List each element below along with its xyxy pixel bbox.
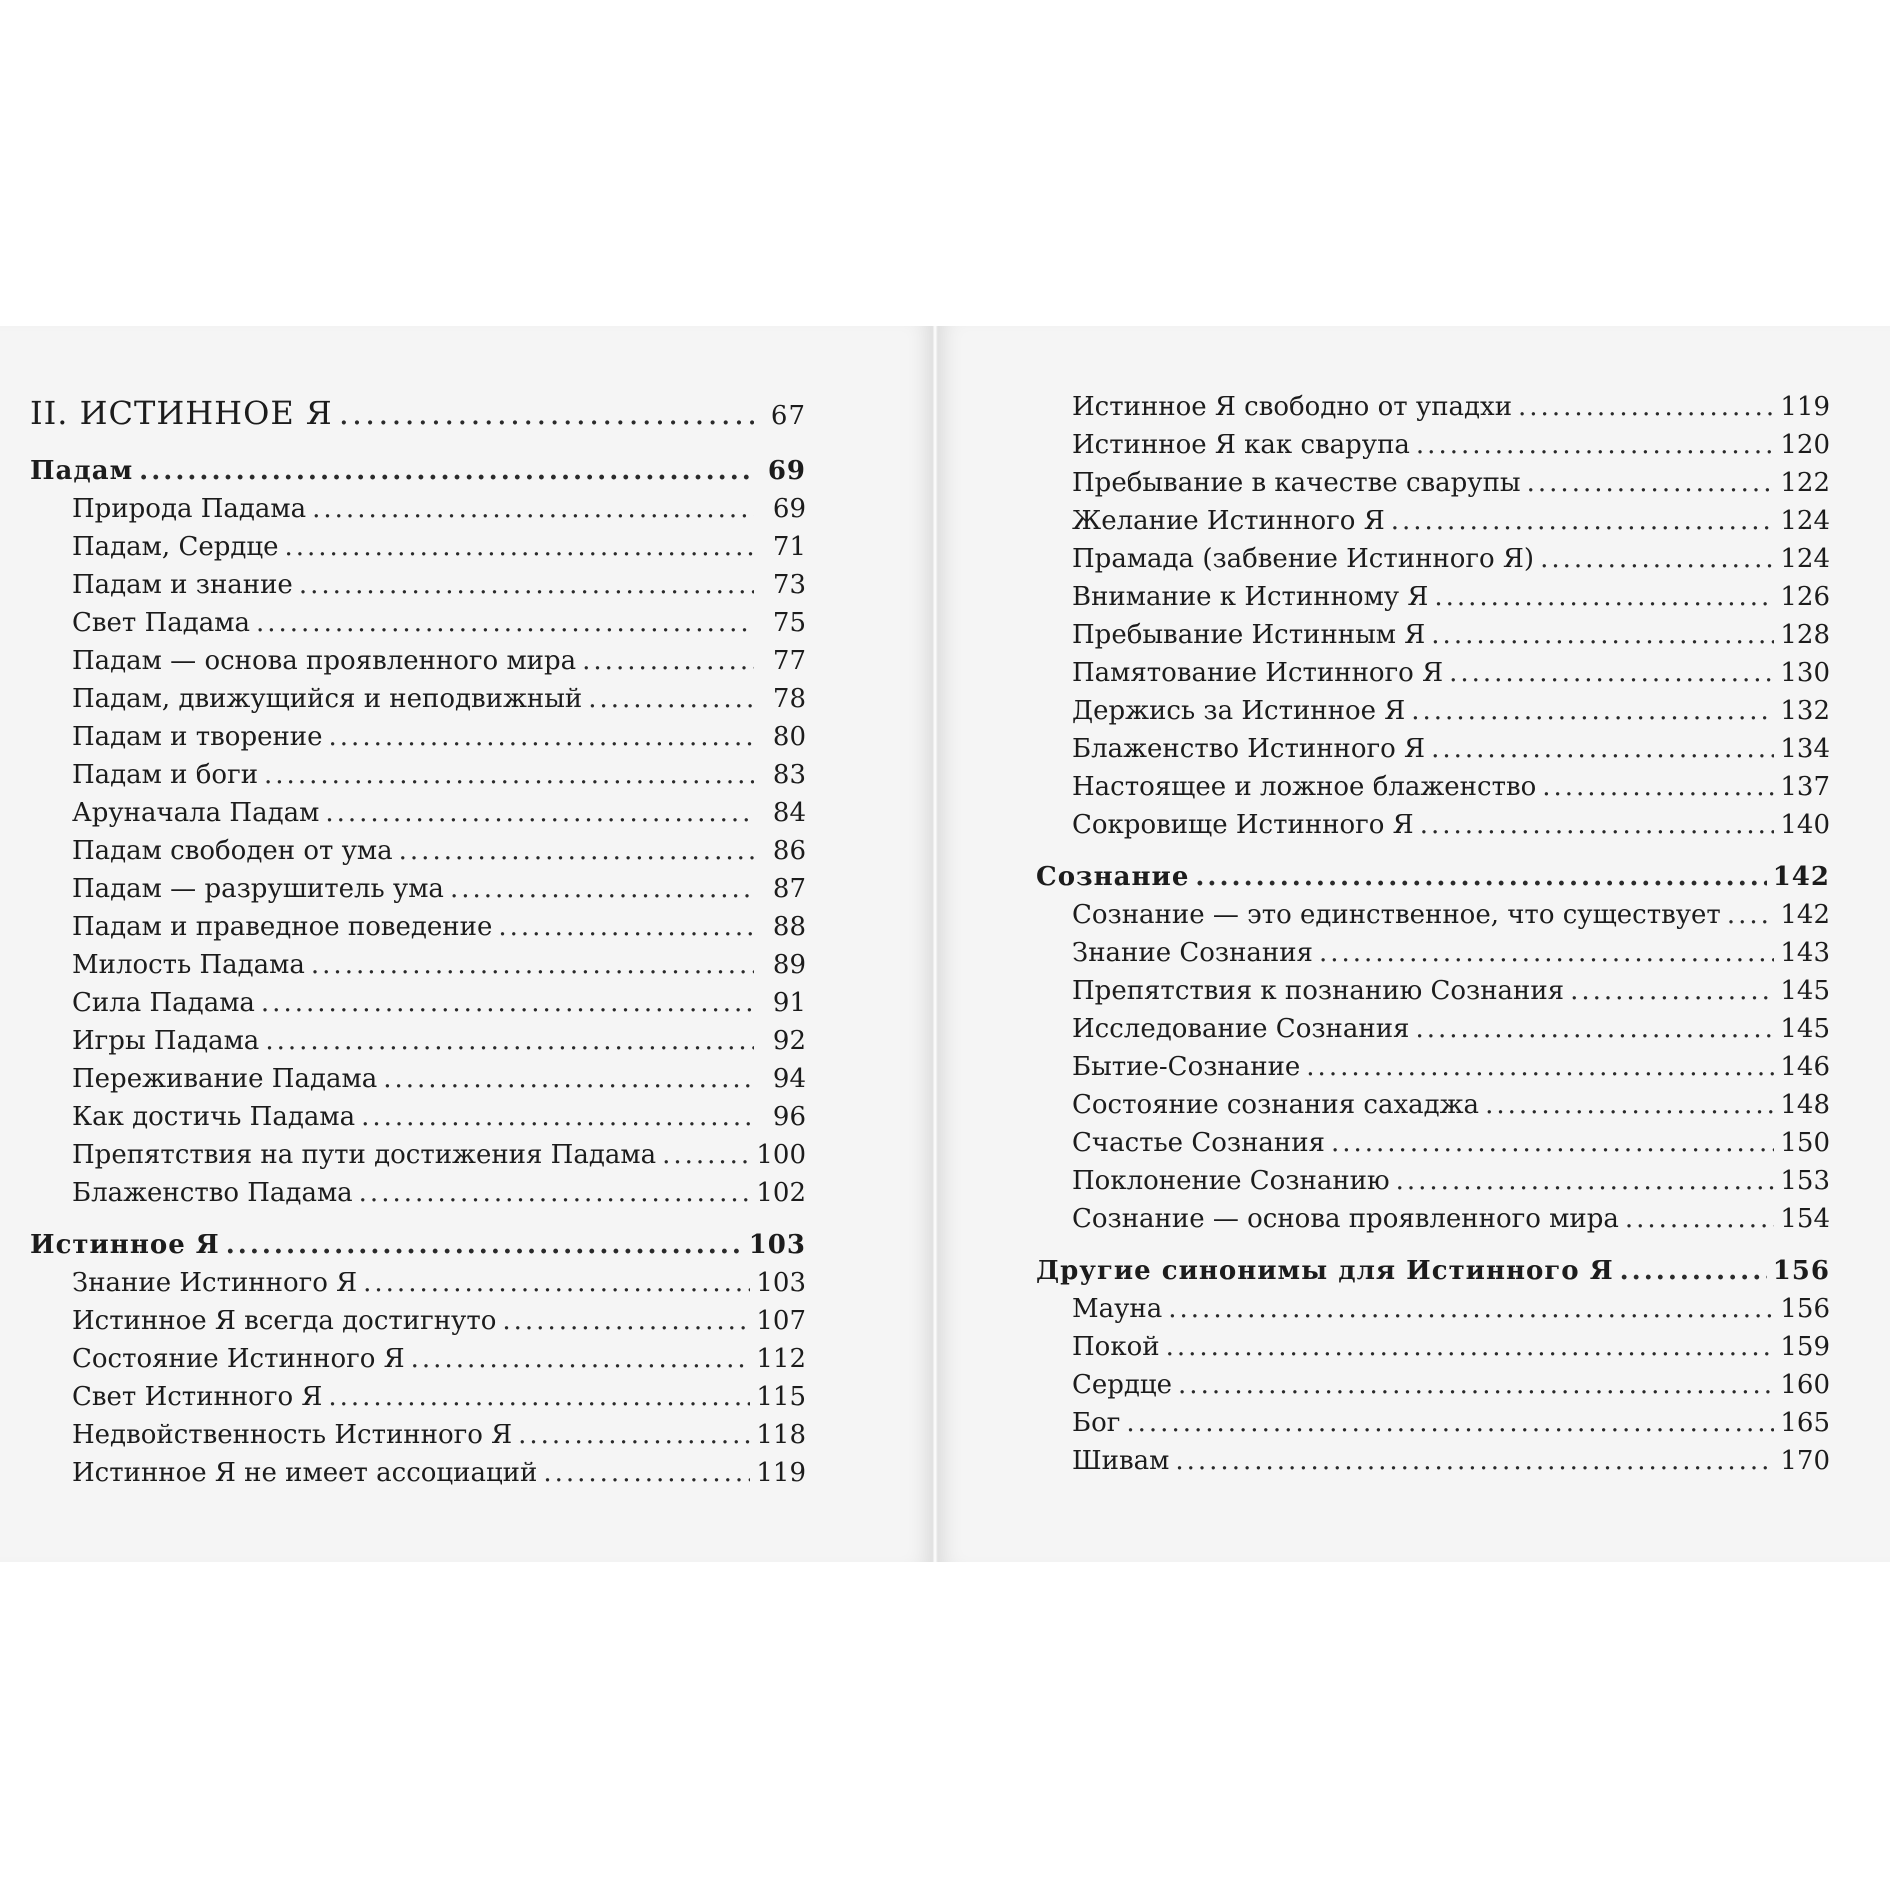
toc-page-number: 170 [1780, 1446, 1830, 1476]
toc-page-number: 156 [1780, 1294, 1830, 1324]
toc-entry-title: Бытие-Сознание [1072, 1052, 1301, 1082]
toc-entry [1072, 934, 1830, 972]
toc-page-number: 126 [1780, 582, 1830, 612]
toc-entry-title: Сокровище Истинного Я [1072, 810, 1414, 840]
toc-page-number: 148 [1780, 1090, 1830, 1120]
toc-entry [30, 1060, 806, 1098]
toc-section-heading [30, 452, 806, 490]
toc-entry-title: Истинное Я не имеет ассоциаций [72, 1458, 538, 1488]
toc-entry-title: Знание Сознания [1072, 938, 1313, 968]
toc-entry [30, 528, 806, 566]
toc-entry-title: Шивам [1072, 1446, 1170, 1476]
dot-leader [518, 1416, 750, 1454]
toc-page-number: 146 [1780, 1052, 1830, 1082]
toc-entry-title: Состояние Истинного Я [72, 1344, 405, 1374]
toc-page-number: 143 [1780, 938, 1830, 968]
toc-entry-title: Желание Истинного Я [1072, 506, 1385, 536]
toc-page-number: 96 [772, 1102, 806, 1132]
toc-entry [30, 604, 806, 642]
toc-entry-title: Как достичь Падама [72, 1102, 356, 1132]
toc-entry [30, 1098, 806, 1136]
dot-leader [1518, 388, 1774, 426]
toc-entry-title: Сердце [1072, 1370, 1173, 1400]
left-page [0, 326, 932, 1562]
toc-entry [1072, 1086, 1830, 1124]
toc-entry-title: Истинное Я всегда достигнуто [72, 1306, 497, 1336]
dot-leader [264, 756, 754, 794]
toc-entry [1072, 464, 1830, 502]
toc-entry [30, 794, 806, 832]
toc-section-heading [1036, 1252, 1830, 1290]
toc-entry [30, 490, 806, 528]
dot-leader [1319, 934, 1774, 972]
dot-leader [502, 1302, 750, 1340]
toc-entry [1072, 426, 1830, 464]
dot-leader [1416, 426, 1774, 464]
toc-entry-title: Настоящее и ложное блаженство [1072, 772, 1537, 802]
toc-section-heading [30, 388, 806, 438]
toc-page-number: 150 [1780, 1128, 1830, 1158]
toc-page-number: 103 [756, 1268, 806, 1298]
toc-entry-title: Прамада (забвение Истинного Я) [1072, 544, 1535, 574]
toc-entry-title: Покой [1072, 1332, 1160, 1362]
toc-entry-title: Пребывание Истинным Я [1072, 620, 1426, 650]
toc-page-number: 89 [772, 950, 806, 980]
toc-entry [30, 832, 806, 870]
toc-page-number: 156 [1772, 1256, 1830, 1286]
toc-entry [1072, 1124, 1830, 1162]
toc-entry [30, 1022, 806, 1060]
toc-page-number: 145 [1780, 976, 1830, 1006]
toc-page-number: 77 [772, 646, 806, 676]
toc-entry-title: Игры Падама [72, 1026, 260, 1056]
toc-entry-title: Препятствия на пути достижения Падама [72, 1140, 657, 1170]
toc-entry-title: Другие синонимы для Истинного Я [1036, 1256, 1614, 1286]
toc-entry [1072, 540, 1830, 578]
toc-page-number: 142 [1780, 900, 1830, 930]
toc-entry-title: Переживание Падама [72, 1064, 378, 1094]
toc-page-number: 128 [1780, 620, 1830, 650]
toc-page-number: 69 [767, 456, 806, 486]
toc-page-number: 115 [756, 1382, 806, 1412]
dot-leader [662, 1136, 750, 1174]
dot-leader [261, 984, 754, 1022]
dot-leader [1620, 1252, 1767, 1290]
toc-entry-title: Аруначала Падам [72, 798, 320, 828]
toc-entry-title: Блаженство Истинного Я [1072, 734, 1426, 764]
dot-leader [1570, 972, 1774, 1010]
toc-entry [1072, 896, 1830, 934]
dot-leader [226, 1226, 743, 1264]
toc-page-number: 134 [1780, 734, 1830, 764]
toc-page-number: 140 [1780, 810, 1830, 840]
toc-entry [1072, 1442, 1830, 1480]
toc-entry [30, 642, 806, 680]
toc-entry-title: Счастье Сознания [1072, 1128, 1325, 1158]
toc-page-number: 100 [756, 1140, 806, 1170]
toc-page-number: 137 [1780, 772, 1830, 802]
toc-entry-title: Сознание — это единственное, что существует [1072, 900, 1721, 930]
toc-page-number: 124 [1780, 544, 1830, 574]
toc-page-number: 87 [772, 874, 806, 904]
dot-leader [1540, 540, 1774, 578]
dot-leader [1306, 1048, 1774, 1086]
toc-entry [1072, 1162, 1830, 1200]
dot-leader [1625, 1200, 1775, 1238]
toc-page-number: 153 [1780, 1166, 1830, 1196]
toc-entry [1072, 692, 1830, 730]
toc-entry [1072, 1048, 1830, 1086]
dot-leader [299, 566, 754, 604]
dot-leader [284, 528, 754, 566]
dot-leader [139, 452, 754, 490]
dot-leader [325, 794, 754, 832]
toc-page-number: 91 [772, 988, 806, 1018]
toc-page-number: 132 [1780, 696, 1830, 726]
dot-leader [1527, 464, 1775, 502]
toc-entry-title: Истинное Я свободно от упадхи [1072, 392, 1513, 422]
toc-entry [1072, 730, 1830, 768]
toc-entry [1072, 806, 1830, 844]
toc-entry-title: Мауна [1072, 1294, 1163, 1324]
dot-leader [411, 1340, 751, 1378]
dot-leader [1727, 896, 1775, 934]
toc-page-number: 86 [772, 836, 806, 866]
toc-page-number: 94 [772, 1064, 806, 1094]
toc-page-number: 88 [772, 912, 806, 942]
toc-page-number: 119 [756, 1458, 806, 1488]
dot-leader [588, 680, 754, 718]
toc-entry-title: Падам и праведное поведение [72, 912, 493, 942]
toc-entry [1072, 1366, 1830, 1404]
toc-entry [30, 1454, 806, 1492]
dot-leader [543, 1454, 750, 1492]
toc-entry-title: Бог [1072, 1408, 1121, 1438]
dot-leader [312, 490, 754, 528]
toc-entry [1072, 578, 1830, 616]
toc-entry [1072, 972, 1830, 1010]
dot-leader [450, 870, 754, 908]
toc-entry-title: Сила Падама [72, 988, 255, 1018]
toc-page-number: 165 [1780, 1408, 1830, 1438]
toc-entry-title: Истинное Я [30, 1230, 220, 1260]
toc-page-number: 83 [772, 760, 806, 790]
toc-entry [30, 756, 806, 794]
toc-entry-title: Истинное Я как сварупа [1072, 430, 1410, 460]
toc-page-number: 142 [1772, 862, 1830, 892]
toc-page-number: 75 [772, 608, 806, 638]
dot-leader [1411, 692, 1774, 730]
toc-entry-title: Милость Падама [72, 950, 305, 980]
dot-leader [339, 388, 754, 438]
dot-leader [256, 604, 754, 642]
toc-entry-title: Поклонение Сознанию [1072, 1166, 1390, 1196]
toc-page-number: 119 [1780, 392, 1830, 422]
dot-leader [1175, 1442, 1774, 1480]
toc-entry-title: Памятование Истинного Я [1072, 658, 1444, 688]
dot-leader [329, 718, 754, 756]
dot-leader [498, 908, 754, 946]
toc-entry-title: Падам и боги [72, 760, 259, 790]
toc-entry-title: Свет Падама [72, 608, 250, 638]
toc-entry [30, 1416, 806, 1454]
toc-entry [1072, 1404, 1830, 1442]
toc-entry-title: Падам [30, 456, 134, 486]
toc-page-number: 159 [1780, 1332, 1830, 1362]
dot-leader [1166, 1328, 1775, 1366]
toc-entry-title: Падам, Сердце [72, 532, 279, 562]
toc-page-number: 67 [770, 401, 806, 431]
toc-entry [1072, 1290, 1830, 1328]
dot-leader [1331, 1124, 1774, 1162]
toc-entry-title: Падам и знание [72, 570, 293, 600]
dot-leader [1434, 578, 1774, 616]
toc-page-number: 122 [1780, 468, 1830, 498]
toc-entry-title: Падам — разрушитель ума [72, 874, 444, 904]
dot-leader [1542, 768, 1774, 806]
dot-leader [359, 1174, 751, 1212]
toc-page-number: 103 [748, 1230, 806, 1260]
dot-leader [311, 946, 754, 984]
toc-entry [30, 1340, 806, 1378]
toc-page-number: 102 [756, 1178, 806, 1208]
toc-entry [1072, 654, 1830, 692]
dot-leader [1485, 1086, 1774, 1124]
toc-page-number: 160 [1780, 1370, 1830, 1400]
toc-entry [30, 984, 806, 1022]
toc-entry [30, 680, 806, 718]
dot-leader [383, 1060, 754, 1098]
toc-entry [30, 908, 806, 946]
toc-page-number: 69 [772, 494, 806, 524]
dot-leader [328, 1378, 750, 1416]
toc-entry-title: Пребывание в качестве сварупы [1072, 468, 1521, 498]
dot-leader [1420, 806, 1775, 844]
toc-entry [1072, 616, 1830, 654]
toc-entry [30, 566, 806, 604]
toc-page-number: 73 [772, 570, 806, 600]
dot-leader [361, 1098, 754, 1136]
toc-page-number: 120 [1780, 430, 1830, 460]
toc-page-number: 124 [1780, 506, 1830, 536]
toc-page-number: 78 [772, 684, 806, 714]
dot-leader [1178, 1366, 1774, 1404]
toc-entry-title: Знание Истинного Я [72, 1268, 358, 1298]
toc-entry [30, 1136, 806, 1174]
toc-entry-title: Состояние сознания сахаджа [1072, 1090, 1480, 1120]
toc-page-number: 118 [756, 1420, 806, 1450]
toc-entry [30, 718, 806, 756]
toc-section-heading [30, 1226, 806, 1264]
toc-entry-title: Внимание к Истинному Я [1072, 582, 1429, 612]
toc-entry [1072, 1200, 1830, 1238]
toc-entry-title: Блаженство Падама [72, 1178, 353, 1208]
dot-leader [1396, 1162, 1775, 1200]
toc-page-number: 84 [772, 798, 806, 828]
toc-entry-title: Свет Истинного Я [72, 1382, 323, 1412]
right-toc [1036, 388, 1830, 1480]
dot-leader [1415, 1010, 1774, 1048]
toc-entry-title: II. ИСТИННОЕ Я [30, 394, 333, 432]
toc-entry-title: Природа Падама [72, 494, 307, 524]
toc-entry [1072, 502, 1830, 540]
dot-leader [1431, 730, 1774, 768]
toc-entry [1072, 388, 1830, 426]
dot-leader [1126, 1404, 1774, 1442]
toc-entry-title: Падам и творение [72, 722, 323, 752]
toc-entry-title: Исследование Сознания [1072, 1014, 1410, 1044]
toc-section-heading [1036, 858, 1830, 896]
toc-entry-title: Недвойственность Истинного Я [72, 1420, 513, 1450]
dot-leader [1195, 858, 1766, 896]
dot-leader [1449, 654, 1774, 692]
toc-entry [1072, 1328, 1830, 1366]
toc-page-number: 130 [1780, 658, 1830, 688]
toc-entry-title: Препятствия к познанию Сознания [1072, 976, 1565, 1006]
dot-leader [582, 642, 754, 680]
toc-entry-title: Сознание [1036, 862, 1190, 892]
dot-leader [265, 1022, 754, 1060]
toc-entry-title: Держись за Истинное Я [1072, 696, 1406, 726]
toc-page-number: 154 [1780, 1204, 1830, 1234]
book-spread [0, 326, 1890, 1562]
toc-page-number: 107 [756, 1306, 806, 1336]
dot-leader [1391, 502, 1775, 540]
toc-entry [1072, 768, 1830, 806]
left-toc [30, 388, 806, 1492]
toc-entry-title: Сознание — основа проявленного мира [1072, 1204, 1619, 1234]
dot-leader [1168, 1290, 1774, 1328]
dot-leader [363, 1264, 750, 1302]
toc-page-number: 112 [756, 1344, 806, 1374]
dot-leader [1431, 616, 1774, 654]
toc-page-number: 71 [772, 532, 806, 562]
toc-page-number: 92 [772, 1026, 806, 1056]
toc-entry [30, 1174, 806, 1212]
toc-entry [30, 1264, 806, 1302]
toc-entry-title: Падам свободен от ума [72, 836, 393, 866]
toc-entry [30, 946, 806, 984]
toc-page-number: 80 [772, 722, 806, 752]
toc-page-number: 145 [1780, 1014, 1830, 1044]
toc-entry-title: Падам — основа проявленного мира [72, 646, 577, 676]
toc-entry [1072, 1010, 1830, 1048]
toc-entry-title: Падам, движущийся и неподвижный [72, 684, 583, 714]
toc-entry [30, 1302, 806, 1340]
toc-entry [30, 870, 806, 908]
toc-entry [30, 1378, 806, 1416]
dot-leader [399, 832, 754, 870]
